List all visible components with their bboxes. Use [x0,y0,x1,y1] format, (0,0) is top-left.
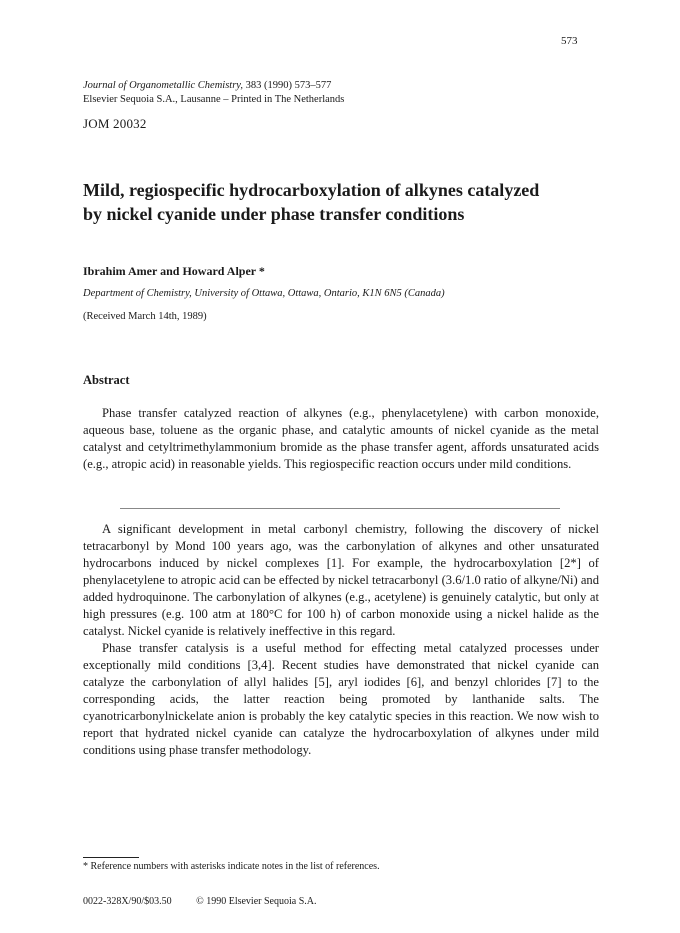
article-body [83,521,599,759]
article-title [83,178,643,226]
publisher-line: Elsevier Sequoia S.A., Lausanne – Printed in The Netherlands [83,94,345,105]
journal-header [83,79,344,107]
title-line-2: by nickel cyanide under phase transfer conditions [83,204,465,224]
body-paragraph-1: A significant development in metal carbonyl chemistry, following the discovery of nickel tetracarbonyl by Mond 100 years ago, was the carbonylation of alkynes and other unsaturated hydrocarbons induced by nickel complexes [1]. For example, the hydrocarboxylation [2*] of phenylacetylene to atropic acid can be effected by nickel tetracarbonyl (3.6/1.0 ratio of alkyne/Ni) and added hydroquinone. The carbonylation of alkynes (e.g., acetylene) is genuinely catalytic, but only at high pressures (e.g. 100 atm at 180°C for 100 h) of carbon monoxide using a nickel halide as the catalyst. Nickel cyanide is relatively ineffective in this regard. [83,522,599,638]
copyright-line [83,896,338,907]
affiliation: Department of Chemistry, University of Ottawa, Ottawa, Ontario, K1N 6N5 (Canada) [83,288,445,299]
title-line-1: Mild, regiospecific hydrocarboxylation of alkynes catalyzed [83,180,540,200]
journal-code: JOM 20032 [83,116,147,131]
footnote-divider [83,857,139,858]
issn-price: 0022-328X/90/$03.50 [83,896,172,907]
body-paragraph-2: Phase transfer catalysis is a useful method for effecting metal catalyzed processes under exceptionally mild conditions [3,4]. Recent studies have demonstrated that nickel cyanide can catalyze the carbonylation of allyl halides [5], aryl iodides [6], and benzyl chlorides [7] to the corresponding acids, the latter reaction being promoted by lanthanide salts. The cyanotricarbonylnickelate anion is probably the key catalytic species in this reaction. We now wish to report that hydrated nickel cyanide can catalyze the hydrocarboxylation of alkynes under mild conditions using phase transfer methodology. [83,641,599,757]
journal-volume: 383 (1990) 573–577 [243,80,332,91]
abstract-text: Phase transfer catalyzed reaction of alkynes (e.g., phenylacetylene) with carbon monoxide, aqueous base, toluene as the organic phase, and catalytic amounts of nickel cyanide as the metal catalyst and cetyltrimethylammonium bromide as the phase transfer agent, affords unsaturated acids (e.g., atropic acid) in reasonable yields. This regiospecific reaction occurs under mild conditions. [83,406,599,471]
journal-citation [83,79,344,93]
page-number: 573 [561,35,578,47]
section-divider [120,508,560,509]
journal-name: Journal of Organometallic Chemistry, [83,80,244,91]
received-date: (Received March 14th, 1989) [83,311,207,322]
authors: Ibrahim Amer and Howard Alper * [83,264,265,278]
footnote: * Reference numbers with asterisks indicate notes in the list of references. [83,861,380,872]
copyright: © 1990 Elsevier Sequoia S.A. [196,896,317,907]
abstract-heading: Abstract [83,373,130,387]
